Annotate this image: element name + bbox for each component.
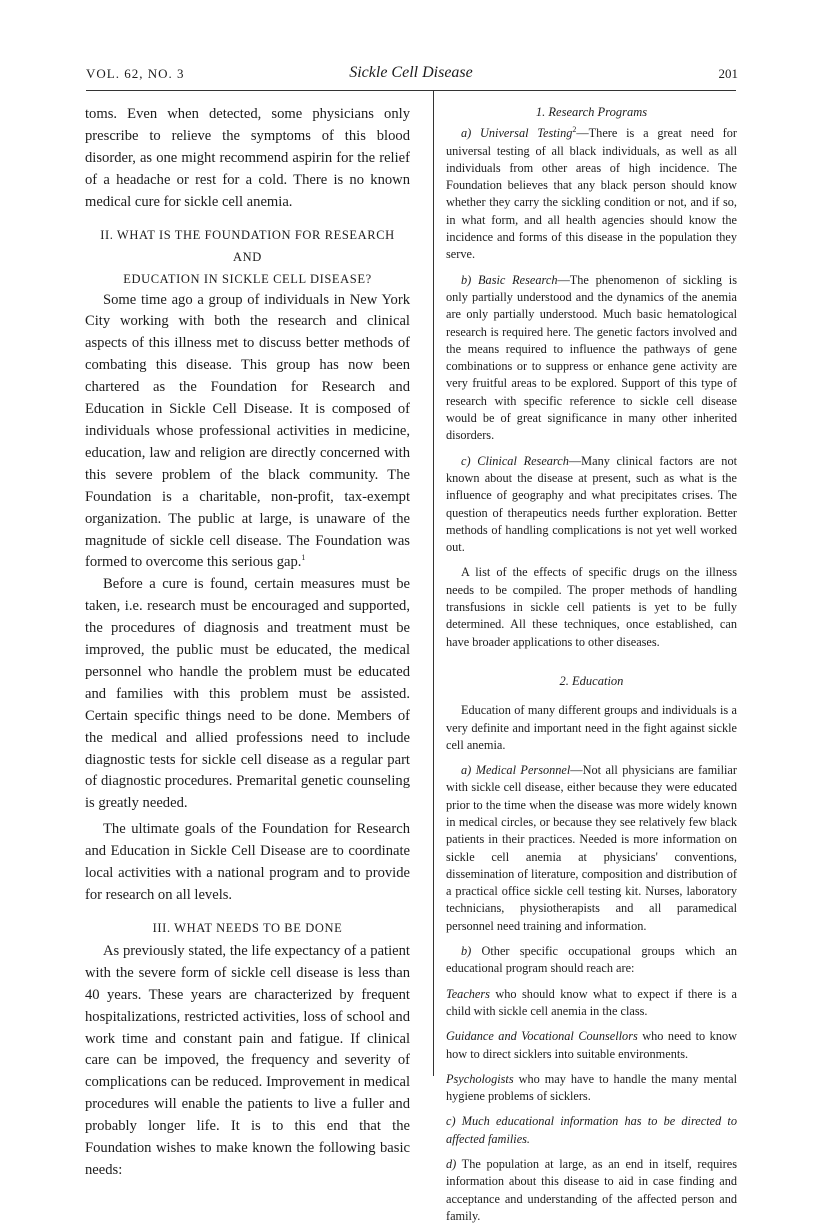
item-population <box>446 1156 737 1225</box>
item-text: who need to know how to direct sicklers into suitable environments. <box>446 1029 738 1061</box>
item-text: —The phenomenon of sickling is only partially understood and the dynamics of the anemia are only partially understood. Much basic hematological research is required here. The genetic factors involved and the means required to influence the pathways of gene combinations or to suppress or enhance gene activity are very fruitful areas to be explored. Support of this type of research with specific reference to sickle cell disease would be of great significance in many other inherited disorders. <box>446 272 737 443</box>
section-heading-ii-line2: AND <box>233 249 262 264</box>
section-heading-ii-line1: II. WHAT IS THE FOUNDATION FOR RESEARCH <box>100 227 395 242</box>
item-universal-testing <box>446 125 737 263</box>
item-text: —There is a great need for universal testing of all black individuals, as well as all individuals from other areas of high incidence. The Foundation believes that any black person should know whether they carry the sickling condition or not, and if so, in what form, and all health agencies should know the incidence and forms of this disease in the population they serve. <box>446 126 737 262</box>
paragraph-foundation-text: Some time ago a group of individuals in New York City working with both the research and clinical aspects of this illness met to discuss better methods of combating this disease. This group has now been chartered as the Foundation for Research and Education in Sickle Cell Disease. It is composed of individuals whose professional activities in medicine, education, law and religion are directly concerned with this severe problem of the black community. The Foundation is a charitable, non-profit, tax-exempt organization. The public at large, is unaware of the magnitude of sickle cell disease. The Foundation was formed to overcome this serious gap. <box>85 291 410 571</box>
item-teachers <box>446 986 737 1021</box>
item-affected-families <box>446 1113 737 1148</box>
running-title: Sickle Cell Disease <box>349 64 473 81</box>
item-text: The population at large, as an end in itself, requires information about this disease to aid in case finding and acceptance and understanding of the affected person and family. <box>446 1157 737 1223</box>
paragraph-continued: toms. Even when detected, some physicians only prescribe to relieve the symptoms of this blood disorder, as one might recommend aspirin for the relief of a headache or rest for a cold. There is no known medical cure for sickle cell anemia. <box>85 106 410 210</box>
running-header <box>86 64 736 86</box>
item-text: who may have to handle the many mental hygiene problems of sicklers. <box>446 1071 737 1104</box>
subsection-education: 2. Education <box>559 673 624 688</box>
item-label: Psychologists <box>446 1071 514 1086</box>
item-psychologists <box>446 1071 737 1106</box>
item-label: b) Basic Research <box>461 272 558 287</box>
right-column <box>446 104 737 1225</box>
item-label: Teachers <box>446 986 490 1001</box>
page-number: 201 <box>718 66 738 81</box>
item-occupational-groups <box>446 943 737 978</box>
item-text: who should know what to expect if there is a child with sickle cell anemia in the class. <box>446 986 737 1018</box>
paragraph-goals: The ultimate goals of the Foundation for Research and Education in Sickle Cell Disease are to coordinate local activities with a national program and to provide for research on all levels. <box>85 821 410 903</box>
item-label: d) <box>446 1157 457 1172</box>
section-heading-iii: III. WHAT NEEDS TO BE DONE <box>152 920 343 935</box>
volume-issue: VOL. 62, NO. 3 <box>86 66 185 81</box>
item-text: —Many clinical factors are not known about the disease at present, such as what is the influence of geography and what precipitates crises. The question of therapeutics needs further exploration. Better methods of handling complications is not yet well worked out. <box>446 453 738 555</box>
paragraph-needs: As previously stated, the life expectancy of a patient with the severe form of sickle cell disease is less than 40 years. These years are characterized by frequent hospitalizations, restricted activities, loss of school and work time and constant pain and fatigue. If clinical care can be impoved, the frequency and severity of complications can be reduced. Improvement in medical procedures will enable the patients to live a fuller and probably longer life. It is to this end that the Foundation wishes to make known the following basic needs: <box>85 942 410 1178</box>
item-medical-personnel <box>446 762 737 935</box>
item-text: c) Much educational information has to be directed to affected families. <box>446 1114 737 1146</box>
footnote-ref-1: 1 <box>301 553 306 563</box>
item-clinical-research <box>446 453 737 557</box>
paragraph-measures: Before a cure is found, certain measures must be taken, i.e. research must be encouraged and supported, the procedures of diagnosis and treatment must be improved, the public must be educated, the medical personnel who handle the problem must be educated and families with this problem must be assisted. Certain specific things need to be done. Members of the medical and allied professions need to include diagnostic tests for sickle cell disease as a regular part of diagnostic procedures. Premarital genetic counseling is greatly needed. <box>85 576 410 812</box>
item-label: a) Medical Personnel <box>461 763 571 778</box>
item-counsellors <box>446 1028 737 1063</box>
item-basic-research <box>446 272 737 445</box>
header-rule <box>86 90 736 91</box>
subsection-research-programs: 1. Research Programs <box>535 105 648 119</box>
item-label: b) <box>461 944 472 959</box>
item-label: a) Universal Testing <box>461 126 573 141</box>
column-divider <box>433 91 434 1076</box>
item-label: c) Clinical Research <box>461 453 569 468</box>
paragraph-foundation <box>85 290 410 575</box>
item-text: Other specific occupational groups which an educational program should reach are: <box>446 944 737 976</box>
footnote-ref-2: 2 <box>572 125 577 135</box>
paragraph-drugs: A list of the effects of specific drugs on the illness needs to be compiled. The proper methods of handling transfusions in sickle cell patients is yet to be fully determined. All these techniques, once established, can have broader applications to other diseases. <box>446 565 737 649</box>
left-column <box>85 104 410 1182</box>
section-heading-ii-line3: EDUCATION IN SICKLE CELL DISEASE? <box>123 271 372 286</box>
item-label: Guidance and Vocational Counsellors <box>446 1029 638 1044</box>
item-text: —Not all physicians are familiar with sickle cell disease, either because they were educated prior to the time when the disease was more widely known in medical circles, or because they see relatively few black patients in their practices. Needed is more information on sickle cell anemia at physicians' conventions, dissemination of literature, composition and distribution of a practical office sickle cell testing kit. Nurses, laboratory technicians, physiotherapists and all paramedical personnel need training and information. <box>446 763 737 933</box>
paragraph-education-intro: Education of many different groups and individuals is a very definite and important need in the fight against sickle cell anemia. <box>446 703 737 752</box>
